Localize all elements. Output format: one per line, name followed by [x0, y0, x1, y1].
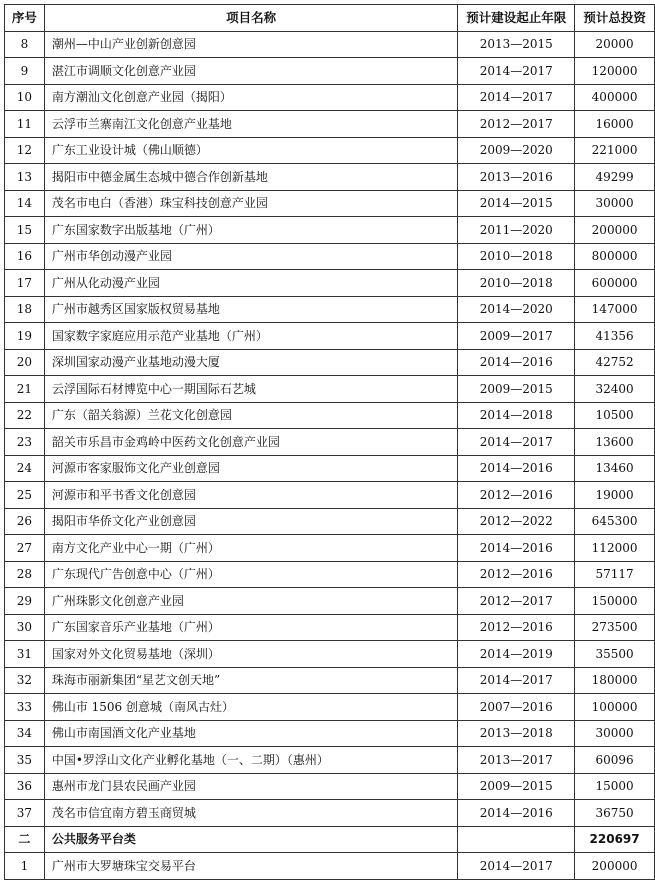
cell-name: 国家对外文化贸易基地（深圳） — [44, 641, 458, 668]
cell-seq: 26 — [5, 508, 45, 535]
table-row — [5, 84, 655, 111]
table-row — [5, 217, 655, 244]
table-row — [5, 323, 655, 350]
cell-period: 2014—2017 — [458, 58, 575, 85]
cell-invest: 221000 — [575, 137, 655, 164]
cell-period: 2010—2018 — [458, 270, 575, 297]
table-row — [5, 455, 655, 482]
section-name: 公共服务平台类 — [44, 826, 458, 853]
cell-period: 2013—2015 — [458, 31, 575, 58]
table-row — [5, 296, 655, 323]
cell-seq: 33 — [5, 694, 45, 721]
table-row — [5, 641, 655, 668]
cell-period: 2014—2017 — [458, 853, 575, 880]
table-section — [5, 826, 655, 853]
cell-invest: 16000 — [575, 111, 655, 138]
table-row — [5, 773, 655, 800]
table-body-platforms — [5, 853, 655, 880]
cell-period: 2012—2016 — [458, 482, 575, 509]
table-row — [5, 720, 655, 747]
cell-seq: 13 — [5, 164, 45, 191]
cell-name: 广州市越秀区国家版权贸易基地 — [44, 296, 458, 323]
cell-period: 2014—2016 — [458, 349, 575, 376]
table-row — [5, 667, 655, 694]
cell-invest: 150000 — [575, 588, 655, 615]
cell-seq: 21 — [5, 376, 45, 403]
cell-seq: 8 — [5, 31, 45, 58]
cell-period: 2012—2016 — [458, 614, 575, 641]
cell-name: 韶关市乐昌市金鸡岭中医药文化创意产业园 — [44, 429, 458, 456]
cell-name: 广东国家数字出版基地（广州） — [44, 217, 458, 244]
cell-seq: 25 — [5, 482, 45, 509]
cell-period: 2014—2017 — [458, 84, 575, 111]
table-header-row — [5, 5, 655, 32]
table-row — [5, 614, 655, 641]
cell-invest: 10500 — [575, 402, 655, 429]
table-row — [5, 349, 655, 376]
project-table — [4, 4, 655, 880]
cell-seq: 22 — [5, 402, 45, 429]
cell-name: 云浮国际石材博览中心一期国际石艺城 — [44, 376, 458, 403]
table-row — [5, 694, 655, 721]
table-row — [5, 588, 655, 615]
table-body-projects — [5, 31, 655, 826]
section-row — [5, 826, 655, 853]
cell-seq: 16 — [5, 243, 45, 270]
table-row — [5, 800, 655, 827]
cell-name: 广州市华创动漫产业园 — [44, 243, 458, 270]
cell-name: 茂名市电白（香港）珠宝科技创意产业园 — [44, 190, 458, 217]
cell-period: 2007—2016 — [458, 694, 575, 721]
table-row — [5, 137, 655, 164]
header-seq: 序号 — [5, 5, 45, 32]
cell-invest: 20000 — [575, 31, 655, 58]
cell-period: 2014—2015 — [458, 190, 575, 217]
cell-invest: 273500 — [575, 614, 655, 641]
cell-seq: 31 — [5, 641, 45, 668]
cell-seq: 10 — [5, 84, 45, 111]
cell-period: 2014—2017 — [458, 429, 575, 456]
table-row — [5, 190, 655, 217]
cell-name: 揭阳市中德金属生态城中德合作创新基地 — [44, 164, 458, 191]
cell-seq: 28 — [5, 561, 45, 588]
cell-name: 国家数字家庭应用示范产业基地（广州） — [44, 323, 458, 350]
cell-seq: 15 — [5, 217, 45, 244]
cell-name: 广州市大罗塘珠宝交易平台 — [44, 853, 458, 880]
cell-name: 中国•罗浮山文化产业孵化基地（一、二期）（惠州） — [44, 747, 458, 774]
header-name: 项目名称 — [44, 5, 458, 32]
cell-seq: 1 — [5, 853, 45, 880]
cell-name: 广东（韶关翁源）兰花文化创意园 — [44, 402, 458, 429]
table-row — [5, 561, 655, 588]
table-row — [5, 402, 655, 429]
table-row — [5, 243, 655, 270]
cell-name: 茂名市信宜南方碧玉商贸城 — [44, 800, 458, 827]
cell-period: 2012—2022 — [458, 508, 575, 535]
cell-name: 河源市客家服饰文化产业创意园 — [44, 455, 458, 482]
cell-invest: 200000 — [575, 853, 655, 880]
cell-invest: 35500 — [575, 641, 655, 668]
section-seq: 二 — [5, 826, 45, 853]
cell-seq: 34 — [5, 720, 45, 747]
cell-period: 2010—2018 — [458, 243, 575, 270]
cell-seq: 29 — [5, 588, 45, 615]
cell-period: 2014—2019 — [458, 641, 575, 668]
cell-invest: 112000 — [575, 535, 655, 562]
cell-period: 2013—2016 — [458, 164, 575, 191]
header-period: 预计建设起止年限 — [458, 5, 575, 32]
cell-name: 珠海市丽新集团“星艺文创天地” — [44, 667, 458, 694]
cell-period: 2009—2020 — [458, 137, 575, 164]
cell-name: 揭阳市华侨文化产业创意园 — [44, 508, 458, 535]
cell-invest: 180000 — [575, 667, 655, 694]
cell-invest: 42752 — [575, 349, 655, 376]
cell-name: 潮州—中山产业创新创意园 — [44, 31, 458, 58]
table-row — [5, 164, 655, 191]
cell-invest: 200000 — [575, 217, 655, 244]
cell-seq: 36 — [5, 773, 45, 800]
cell-name: 南方潮汕文化创意产业园（揭阳） — [44, 84, 458, 111]
cell-name: 广东现代广告创意中心（广州） — [44, 561, 458, 588]
cell-seq: 14 — [5, 190, 45, 217]
cell-seq: 17 — [5, 270, 45, 297]
cell-name: 南方文化产业中心一期（广州） — [44, 535, 458, 562]
cell-period: 2012—2017 — [458, 588, 575, 615]
table-row — [5, 482, 655, 509]
cell-invest: 41356 — [575, 323, 655, 350]
cell-seq: 27 — [5, 535, 45, 562]
cell-name: 广州珠影文化创意产业园 — [44, 588, 458, 615]
cell-period: 2012—2016 — [458, 561, 575, 588]
cell-invest: 49299 — [575, 164, 655, 191]
cell-period: 2009—2017 — [458, 323, 575, 350]
cell-period: 2014—2020 — [458, 296, 575, 323]
cell-period: 2012—2017 — [458, 111, 575, 138]
cell-invest: 800000 — [575, 243, 655, 270]
cell-invest: 57117 — [575, 561, 655, 588]
cell-seq: 9 — [5, 58, 45, 85]
cell-period: 2014—2016 — [458, 455, 575, 482]
cell-seq: 32 — [5, 667, 45, 694]
cell-period: 2014—2017 — [458, 667, 575, 694]
cell-name: 佛山市 1506 创意城（南风古灶） — [44, 694, 458, 721]
cell-invest: 36750 — [575, 800, 655, 827]
cell-name: 广东国家音乐产业基地（广州） — [44, 614, 458, 641]
cell-seq: 24 — [5, 455, 45, 482]
cell-period: 2013—2018 — [458, 720, 575, 747]
cell-invest: 13600 — [575, 429, 655, 456]
cell-invest: 147000 — [575, 296, 655, 323]
cell-seq: 19 — [5, 323, 45, 350]
cell-invest: 13460 — [575, 455, 655, 482]
cell-name: 广州从化动漫产业园 — [44, 270, 458, 297]
cell-invest: 600000 — [575, 270, 655, 297]
cell-seq: 30 — [5, 614, 45, 641]
table-row — [5, 535, 655, 562]
table-row — [5, 270, 655, 297]
cell-period: 2009—2015 — [458, 376, 575, 403]
document-page — [4, 4, 655, 880]
cell-invest: 30000 — [575, 190, 655, 217]
section-invest: 220697 — [575, 826, 655, 853]
cell-invest: 19000 — [575, 482, 655, 509]
cell-invest: 100000 — [575, 694, 655, 721]
cell-seq: 37 — [5, 800, 45, 827]
cell-seq: 35 — [5, 747, 45, 774]
section-period — [458, 826, 575, 853]
cell-name: 湛江市调顺文化创意产业园 — [44, 58, 458, 85]
cell-name: 佛山市南国酒文化产业基地 — [44, 720, 458, 747]
table-row — [5, 58, 655, 85]
cell-period: 2014—2016 — [458, 800, 575, 827]
cell-invest: 120000 — [575, 58, 655, 85]
cell-seq: 11 — [5, 111, 45, 138]
cell-invest: 32400 — [575, 376, 655, 403]
cell-name: 广东工业设计城（佛山顺德） — [44, 137, 458, 164]
cell-invest: 645300 — [575, 508, 655, 535]
cell-invest: 15000 — [575, 773, 655, 800]
cell-period: 2014—2016 — [458, 535, 575, 562]
table-row — [5, 31, 655, 58]
header-invest: 预计总投资 — [575, 5, 655, 32]
table-row — [5, 747, 655, 774]
cell-name: 云浮市兰寨南江文化创意产业基地 — [44, 111, 458, 138]
table-row — [5, 376, 655, 403]
cell-period: 2011—2020 — [458, 217, 575, 244]
cell-name: 河源市和平书香文化创意园 — [44, 482, 458, 509]
table-row — [5, 429, 655, 456]
cell-seq: 20 — [5, 349, 45, 376]
cell-seq: 23 — [5, 429, 45, 456]
cell-invest: 400000 — [575, 84, 655, 111]
cell-period: 2013—2017 — [458, 747, 575, 774]
cell-seq: 12 — [5, 137, 45, 164]
cell-name: 惠州市龙门县农民画产业园 — [44, 773, 458, 800]
table-row — [5, 508, 655, 535]
cell-invest: 30000 — [575, 720, 655, 747]
cell-name: 深圳国家动漫产业基地动漫大厦 — [44, 349, 458, 376]
table-row — [5, 111, 655, 138]
table-row — [5, 853, 655, 880]
cell-invest: 60096 — [575, 747, 655, 774]
cell-period: 2009—2015 — [458, 773, 575, 800]
cell-seq: 18 — [5, 296, 45, 323]
cell-period: 2014—2018 — [458, 402, 575, 429]
